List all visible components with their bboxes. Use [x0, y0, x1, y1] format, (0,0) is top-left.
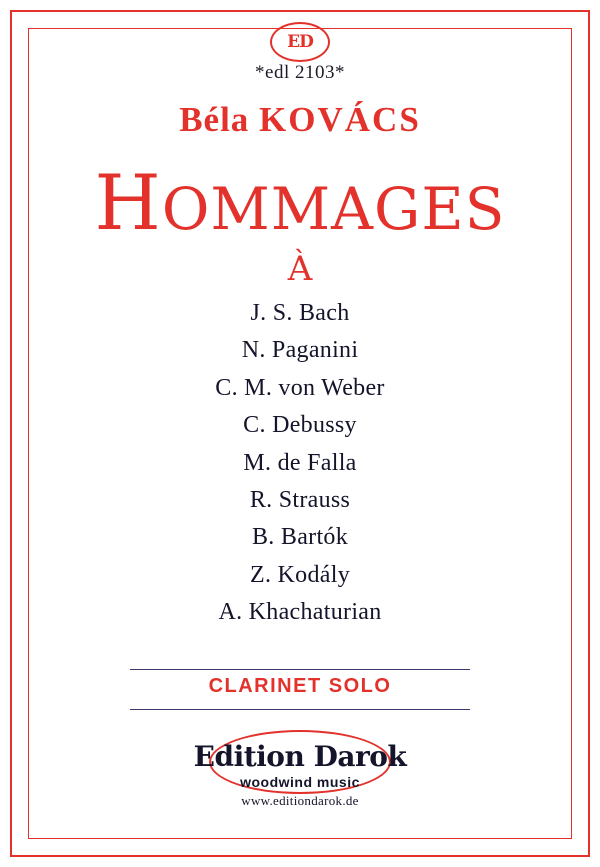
- page-title: [0, 158, 600, 247]
- list-item: Z. Kodály: [249, 561, 350, 588]
- list-item: M. de Falla: [243, 449, 357, 476]
- title-initial-letter: H: [94, 158, 162, 247]
- list-item: A. Khachaturian: [218, 599, 382, 626]
- list-item: C. Debussy: [243, 412, 357, 439]
- composer-name: [0, 100, 600, 140]
- publisher-name: Edition Darok: [193, 740, 407, 773]
- publisher-logo-top: [0, 22, 600, 62]
- divider-above-instrumentation: [130, 669, 470, 670]
- title-remainder: OMMAGES: [161, 175, 506, 243]
- list-item: J. S. Bach: [250, 300, 350, 326]
- dedicatee-list: [0, 300, 600, 637]
- publisher-website: www.editiondarok.de: [241, 793, 359, 808]
- title-preposition: À: [287, 249, 313, 289]
- publisher-tagline: woodwind music: [240, 774, 360, 790]
- composer-first-name: Béla: [179, 100, 260, 139]
- publisher-monogram-icon: ED: [270, 22, 330, 62]
- publisher-mark: [0, 726, 600, 826]
- list-item: C. M. von Weber: [215, 374, 385, 401]
- list-item: R. Strauss: [249, 486, 351, 513]
- instrumentation-label: CLARINET SOLO: [208, 675, 392, 697]
- composer-last-name: KOVÁCS: [259, 100, 421, 139]
- list-item: N. Paganini: [241, 337, 359, 364]
- catalog-number: *edl 2103*: [255, 62, 345, 83]
- list-item: B. Bartók: [251, 524, 349, 551]
- divider-below-instrumentation: [130, 709, 470, 710]
